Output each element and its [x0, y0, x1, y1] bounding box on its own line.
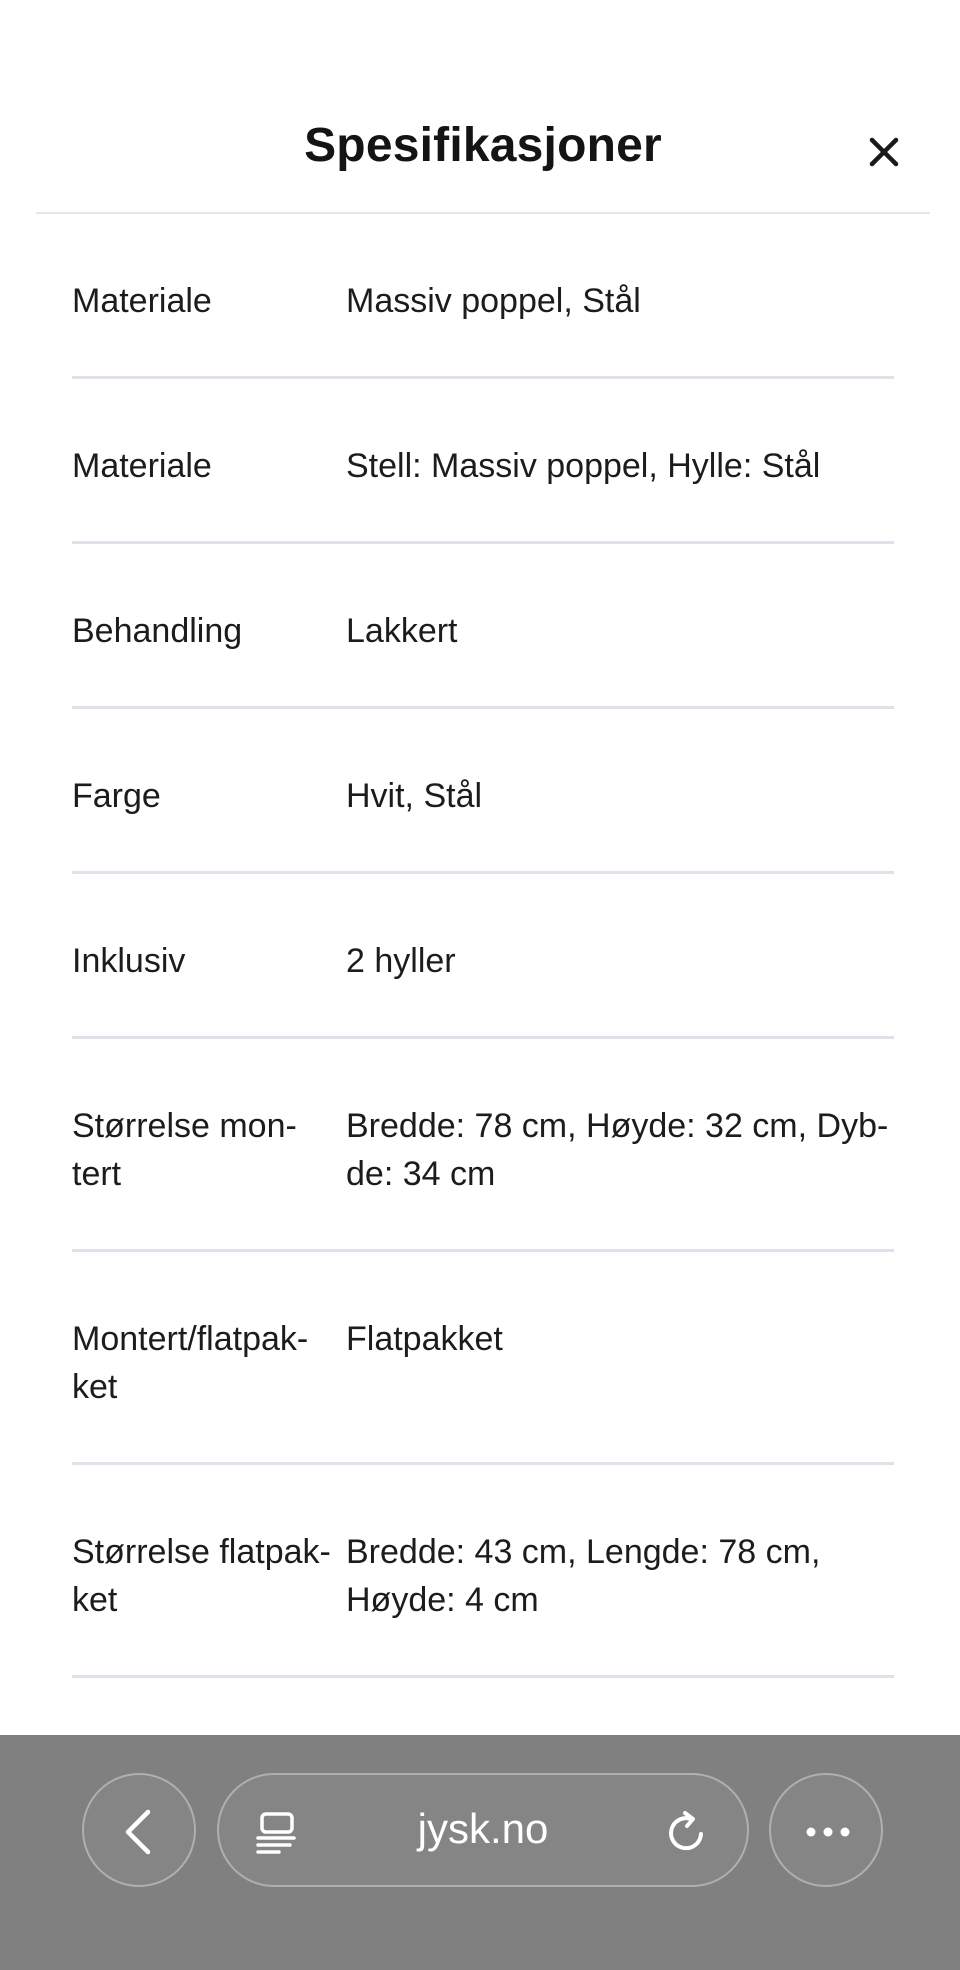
chevron-left-icon: [111, 1802, 171, 1862]
spec-label: Inklusiv: [72, 942, 186, 980]
spec-value: 2 hyller: [346, 942, 456, 980]
spec-value: Bredde: 43 cm, Lengde: 78 cm, Høyde: 4 cm: [346, 1533, 821, 1619]
spec-row: [72, 379, 894, 544]
close-button[interactable]: [862, 130, 906, 174]
spec-value: Flatpakket: [346, 1320, 503, 1358]
spec-row: [72, 1465, 894, 1678]
spec-row: [72, 1039, 894, 1252]
spec-label: Størrelse mon- tert: [72, 1107, 297, 1193]
more-icon: [798, 1802, 858, 1862]
spec-row: [72, 709, 894, 874]
dialog-header: [36, 96, 930, 214]
spec-label: Farge: [72, 777, 161, 815]
spec-label: Montert/flatpak- ket: [72, 1320, 309, 1406]
spec-row: [72, 1252, 894, 1465]
back-button[interactable]: [82, 1773, 196, 1887]
address-bar[interactable]: [217, 1773, 749, 1887]
spec-value: Stell: Massiv poppel, Hylle: Stål: [346, 447, 821, 485]
spec-value: Bredde: 78 cm, Høyde: 32 cm, Dyb- de: 34 cm: [346, 1107, 889, 1193]
specs-table: [72, 214, 894, 1678]
url-text[interactable]: jysk.no: [417, 1805, 549, 1852]
spec-label: Materiale: [72, 447, 212, 485]
browser-toolbar: [0, 1735, 960, 1970]
close-icon: [862, 130, 906, 174]
spec-label: Materiale: [72, 282, 212, 320]
spec-row: [72, 214, 894, 379]
spec-value: Hvit, Stål: [346, 777, 483, 815]
spec-label: Størrelse flatpak- ket: [72, 1533, 331, 1619]
spec-row: [72, 544, 894, 709]
spec-row: [72, 874, 894, 1039]
dialog-title: Spesifikasjoner: [304, 119, 662, 172]
spec-value: Massiv poppel, Stål: [346, 282, 641, 320]
spec-value: Lakkert: [346, 612, 458, 650]
spec-label: Behandling: [72, 612, 243, 650]
more-button[interactable]: [769, 1773, 883, 1887]
reload-icon[interactable]: [663, 1808, 711, 1856]
